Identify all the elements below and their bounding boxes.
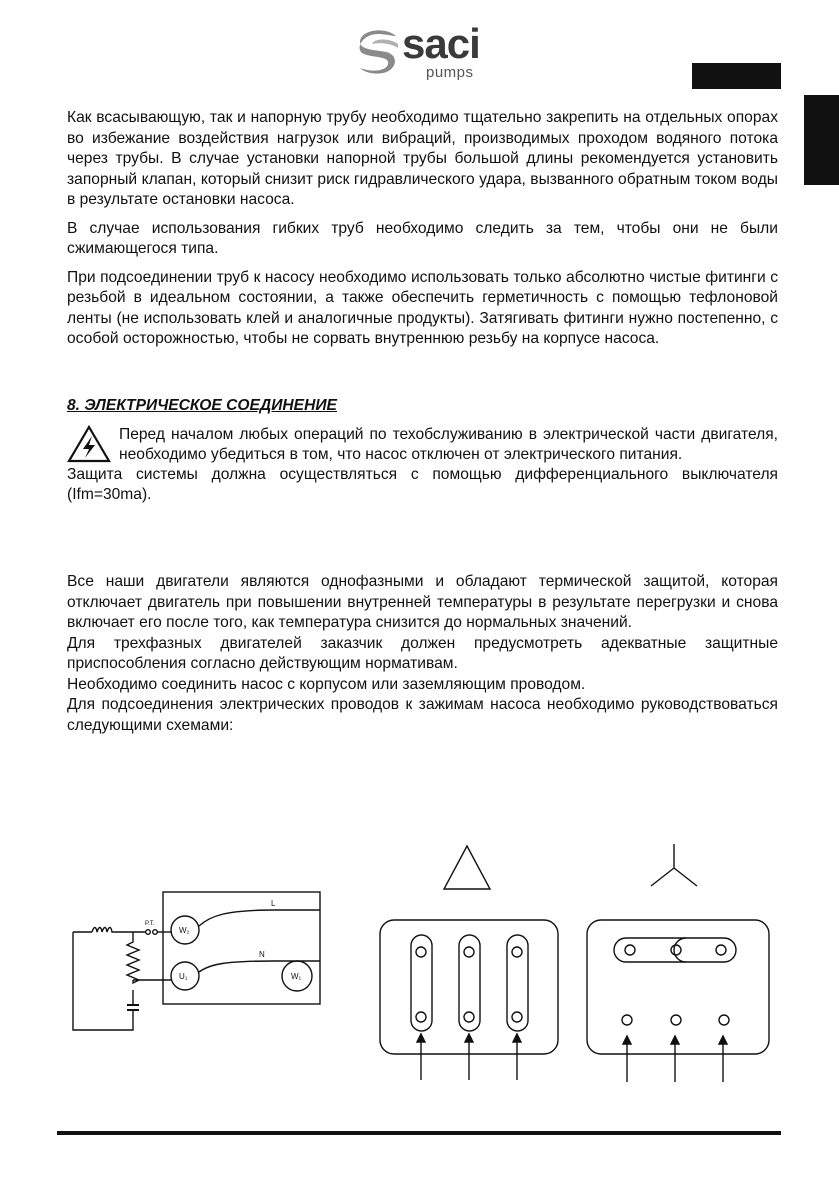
paragraph-grounding: Необходимо соединить насос с корпусом или заземляющим проводом. bbox=[67, 675, 586, 693]
motor-terminal-box bbox=[163, 892, 320, 1004]
delta-connection-diagram bbox=[380, 846, 558, 1080]
warning-block bbox=[67, 425, 778, 505]
intro-text bbox=[67, 108, 778, 350]
inductor-coil bbox=[92, 928, 113, 933]
paragraph-single-phase: Все наши двигатели являются однофазными и обладают термической защитой, которая отключает двигатель при повышении внутренней температуры в результате перегрузки и снова включает его после того, как температура снизится до нормальных значений. bbox=[67, 573, 778, 631]
side-tab bbox=[804, 95, 839, 185]
delta-symbol bbox=[444, 846, 490, 889]
warning-text: Перед началом любых операций по техобслуживанию в электрической части двигателя, необходимо убедиться в том, что насос отключен от электрического питания. bbox=[119, 426, 778, 463]
saci-pumps-logo bbox=[356, 20, 486, 86]
u1-label: U₁ bbox=[179, 972, 188, 981]
paragraph-pipes-support: Как всасывающую, так и напорную трубу необходимо тщательно закрепить на отдельных опорах во избежание воздействия нагрузок или вибраций, производимых проходом водяного потока через трубы. В случае установки напорной трубы большой длины рекомендуется установить запорный клапан, который снизит риск гидравлического удара, вызванного обратным током воды в результате остановки насоса. bbox=[67, 109, 778, 208]
pt-switch-contact bbox=[146, 930, 151, 935]
w2-label: W₂ bbox=[179, 926, 190, 935]
paragraph-fittings: При подсоединении труб к насосу необходимо использовать только абсолютно чистые фитинги с резьбой в идеальном состоянии, а также обеспечить герметичность с помощью тефлоновой ленты (не использовать клей и аналогичные продукты). Затягивать фитинги нужно постепенно, с особой осторожностью, чтобы не сорвать внутреннюю резьбу на корпусе насоса. bbox=[67, 268, 778, 347]
single-phase-schematic bbox=[73, 892, 320, 1030]
star-connection-diagram bbox=[587, 844, 769, 1082]
protection-text: Защита системы должна осуществляться с помощью дифференциального выключателя (Ifm=30ma). bbox=[67, 466, 778, 503]
paragraph-wiring: Для подсоединения электрических проводов к зажимам насоса необходимо руководствоваться следующими схемами: bbox=[67, 696, 778, 734]
paragraph-three-phase: Для трехфазных двигателей заказчик должен предусмотреть адекватные защитные приспособления согласно действующим нормативам. bbox=[67, 634, 778, 672]
motor-info bbox=[67, 572, 778, 736]
w1-label: W₁ bbox=[291, 972, 302, 981]
wiring-diagrams bbox=[0, 820, 839, 1090]
resistor bbox=[127, 932, 139, 983]
footer-rule bbox=[57, 1131, 781, 1135]
language-bar bbox=[692, 63, 781, 89]
line-l-label: L bbox=[271, 899, 276, 908]
brand-name: saci bbox=[402, 20, 480, 67]
section-title: 8. ЭЛЕКТРИЧЕСКОЕ СОЕДИНЕНИЕ bbox=[67, 397, 337, 414]
line-n-label: N bbox=[259, 950, 265, 959]
star-terminal-board bbox=[587, 920, 769, 1054]
capacitor bbox=[127, 1005, 139, 1010]
star-symbol bbox=[651, 844, 697, 886]
paragraph-flexible-pipes: В случае использования гибких труб необходимо следить за тем, чтобы они не были сжимающегося типа. bbox=[67, 219, 778, 257]
pt-label: P.T. bbox=[145, 921, 155, 927]
high-voltage-warning-icon bbox=[67, 425, 111, 463]
saci-swirl-icon bbox=[356, 28, 402, 80]
brand-subtitle: pumps bbox=[426, 64, 474, 81]
